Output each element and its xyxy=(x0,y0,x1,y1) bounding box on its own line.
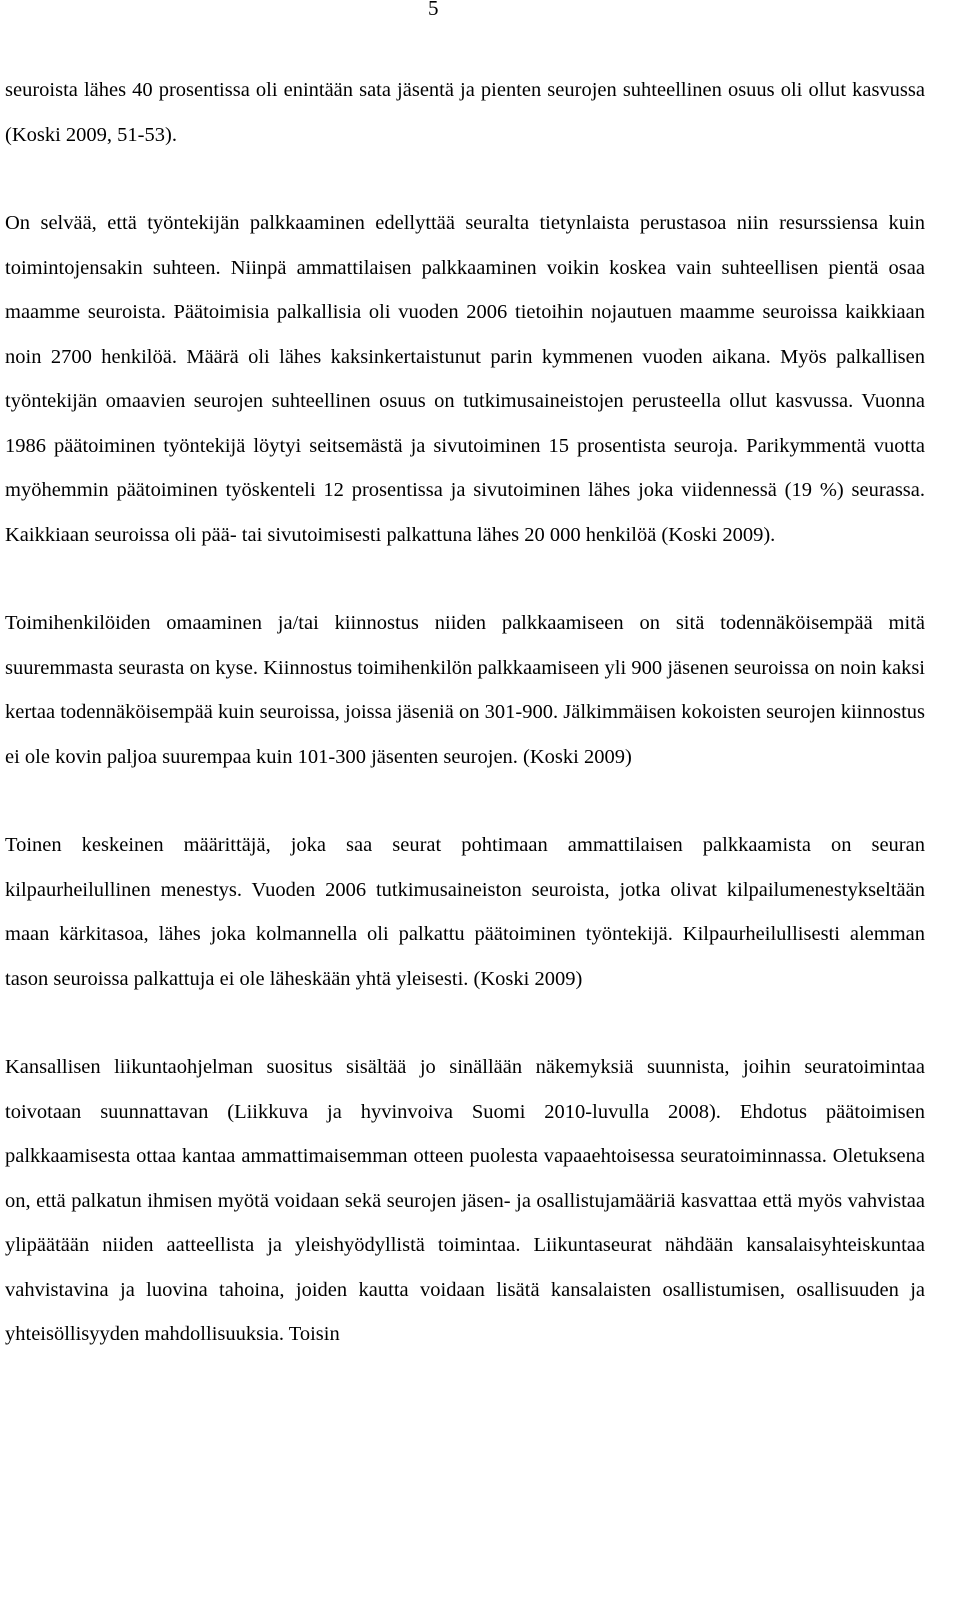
paragraph-1: seuroista lähes 40 prosentissa oli enintään sata jäsentä ja pienten seurojen suhteellinen osuus oli ollut kasvussa (Koski 2009, 51-53). xyxy=(5,79,925,146)
paragraph-3: Toimihenkilöiden omaaminen ja/tai kiinnostus niiden palkkaamiseen on sitä todennäköisempää mitä suuremmasta seurasta on kyse. Kiinnostus toimihenkilön palkkaamiseen yli 900 jäsenen seuroissa on noin kaksi kertaa todennäköisempää kuin seuroissa, joissa jäseniä on 301-900. Jälkimmäisen kokoisten seurojen kiinnostus ei ole kovin paljoa suurempaa kuin 101-300 jäsenten seurojen. (Koski 2009) xyxy=(5,612,925,768)
paragraph-2: On selvää, että työntekijän palkkaaminen edellyttää seuralta tietynlaista perustasoa niin resurssiensa kuin toimintojensakin suhteen. Niinpä ammattilaisen palkkaaminen voikin koskea vain suhteellisen pientä osaa maamme seuroista. Päätoimisia palkallisia oli vuoden 2006 tietoihin nojautuen maamme seuroissa kaikkiaan noin 2700 henkilöä. Määrä oli lähes kaksinkertaistunut parin kymmenen vuoden aikana. Myös palkallisen työntekijän omaavien seurojen suhteellinen osuus on tutkimusaineistojen perusteella ollut kasvussa. Vuonna 1986 päätoiminen työntekijä löytyi seitsemästä ja sivutoiminen 15 prosentista seuroja. Parikymmentä vuotta myöhemmin päätoiminen työskenteli 12 prosentissa ja sivutoiminen lähes joka viidennessä (19 %) seurassa. Kaikkiaan seuroissa oli pää- tai sivutoimisesti palkattuna lähes 20 000 henkilöä (Koski 2009). xyxy=(5,212,925,546)
page-number: 5 xyxy=(428,0,439,20)
paragraph-5: Kansallisen liikuntaohjelman suositus sisältää jo sinällään näkemyksiä suunnista, joihin seuratoimintaa toivotaan suunnattavan (Liikkuva ja hyvinvoiva Suomi 2010-luvulla 2008). Ehdotus päätoimisen palkkaamisesta ottaa kantaa ammattimaisemman otteen puolesta vapaaehtoisessa seuratoiminnassa. Oletuksena on, että palkatun ihmisen myötä voidaan sekä seurojen jäsen- ja osallistujamääriä kasvattaa että myös vahvistaa ylipäätään niiden aatteellista ja yleishyödyllistä toimintaa. Liikuntaseurat nähdään kansalaisyhteiskuntaa vahvistavina ja luovina tahoina, joiden kautta voidaan lisätä kansalaisten osallistumisen, osallisuuden ja yhteisöllisyyden mahdollisuuksia. Toisin xyxy=(5,1056,925,1345)
document-body xyxy=(5,68,925,1357)
paragraph-4: Toinen keskeinen määrittäjä, joka saa seurat pohtimaan ammattilaisen palkkaamista on seuran kilpaurheilullinen menestys. Vuoden 2006 tutkimusaineiston seuroista, jotka olivat kilpailumenestykseltään maan kärkitasoa, lähes joka kolmannella oli palkattu päätoiminen työntekijä. Kilpaurheilullisesti alemman tason seuroissa palkattuja ei ole läheskään yhtä yleisesti. (Koski 2009) xyxy=(5,834,925,990)
